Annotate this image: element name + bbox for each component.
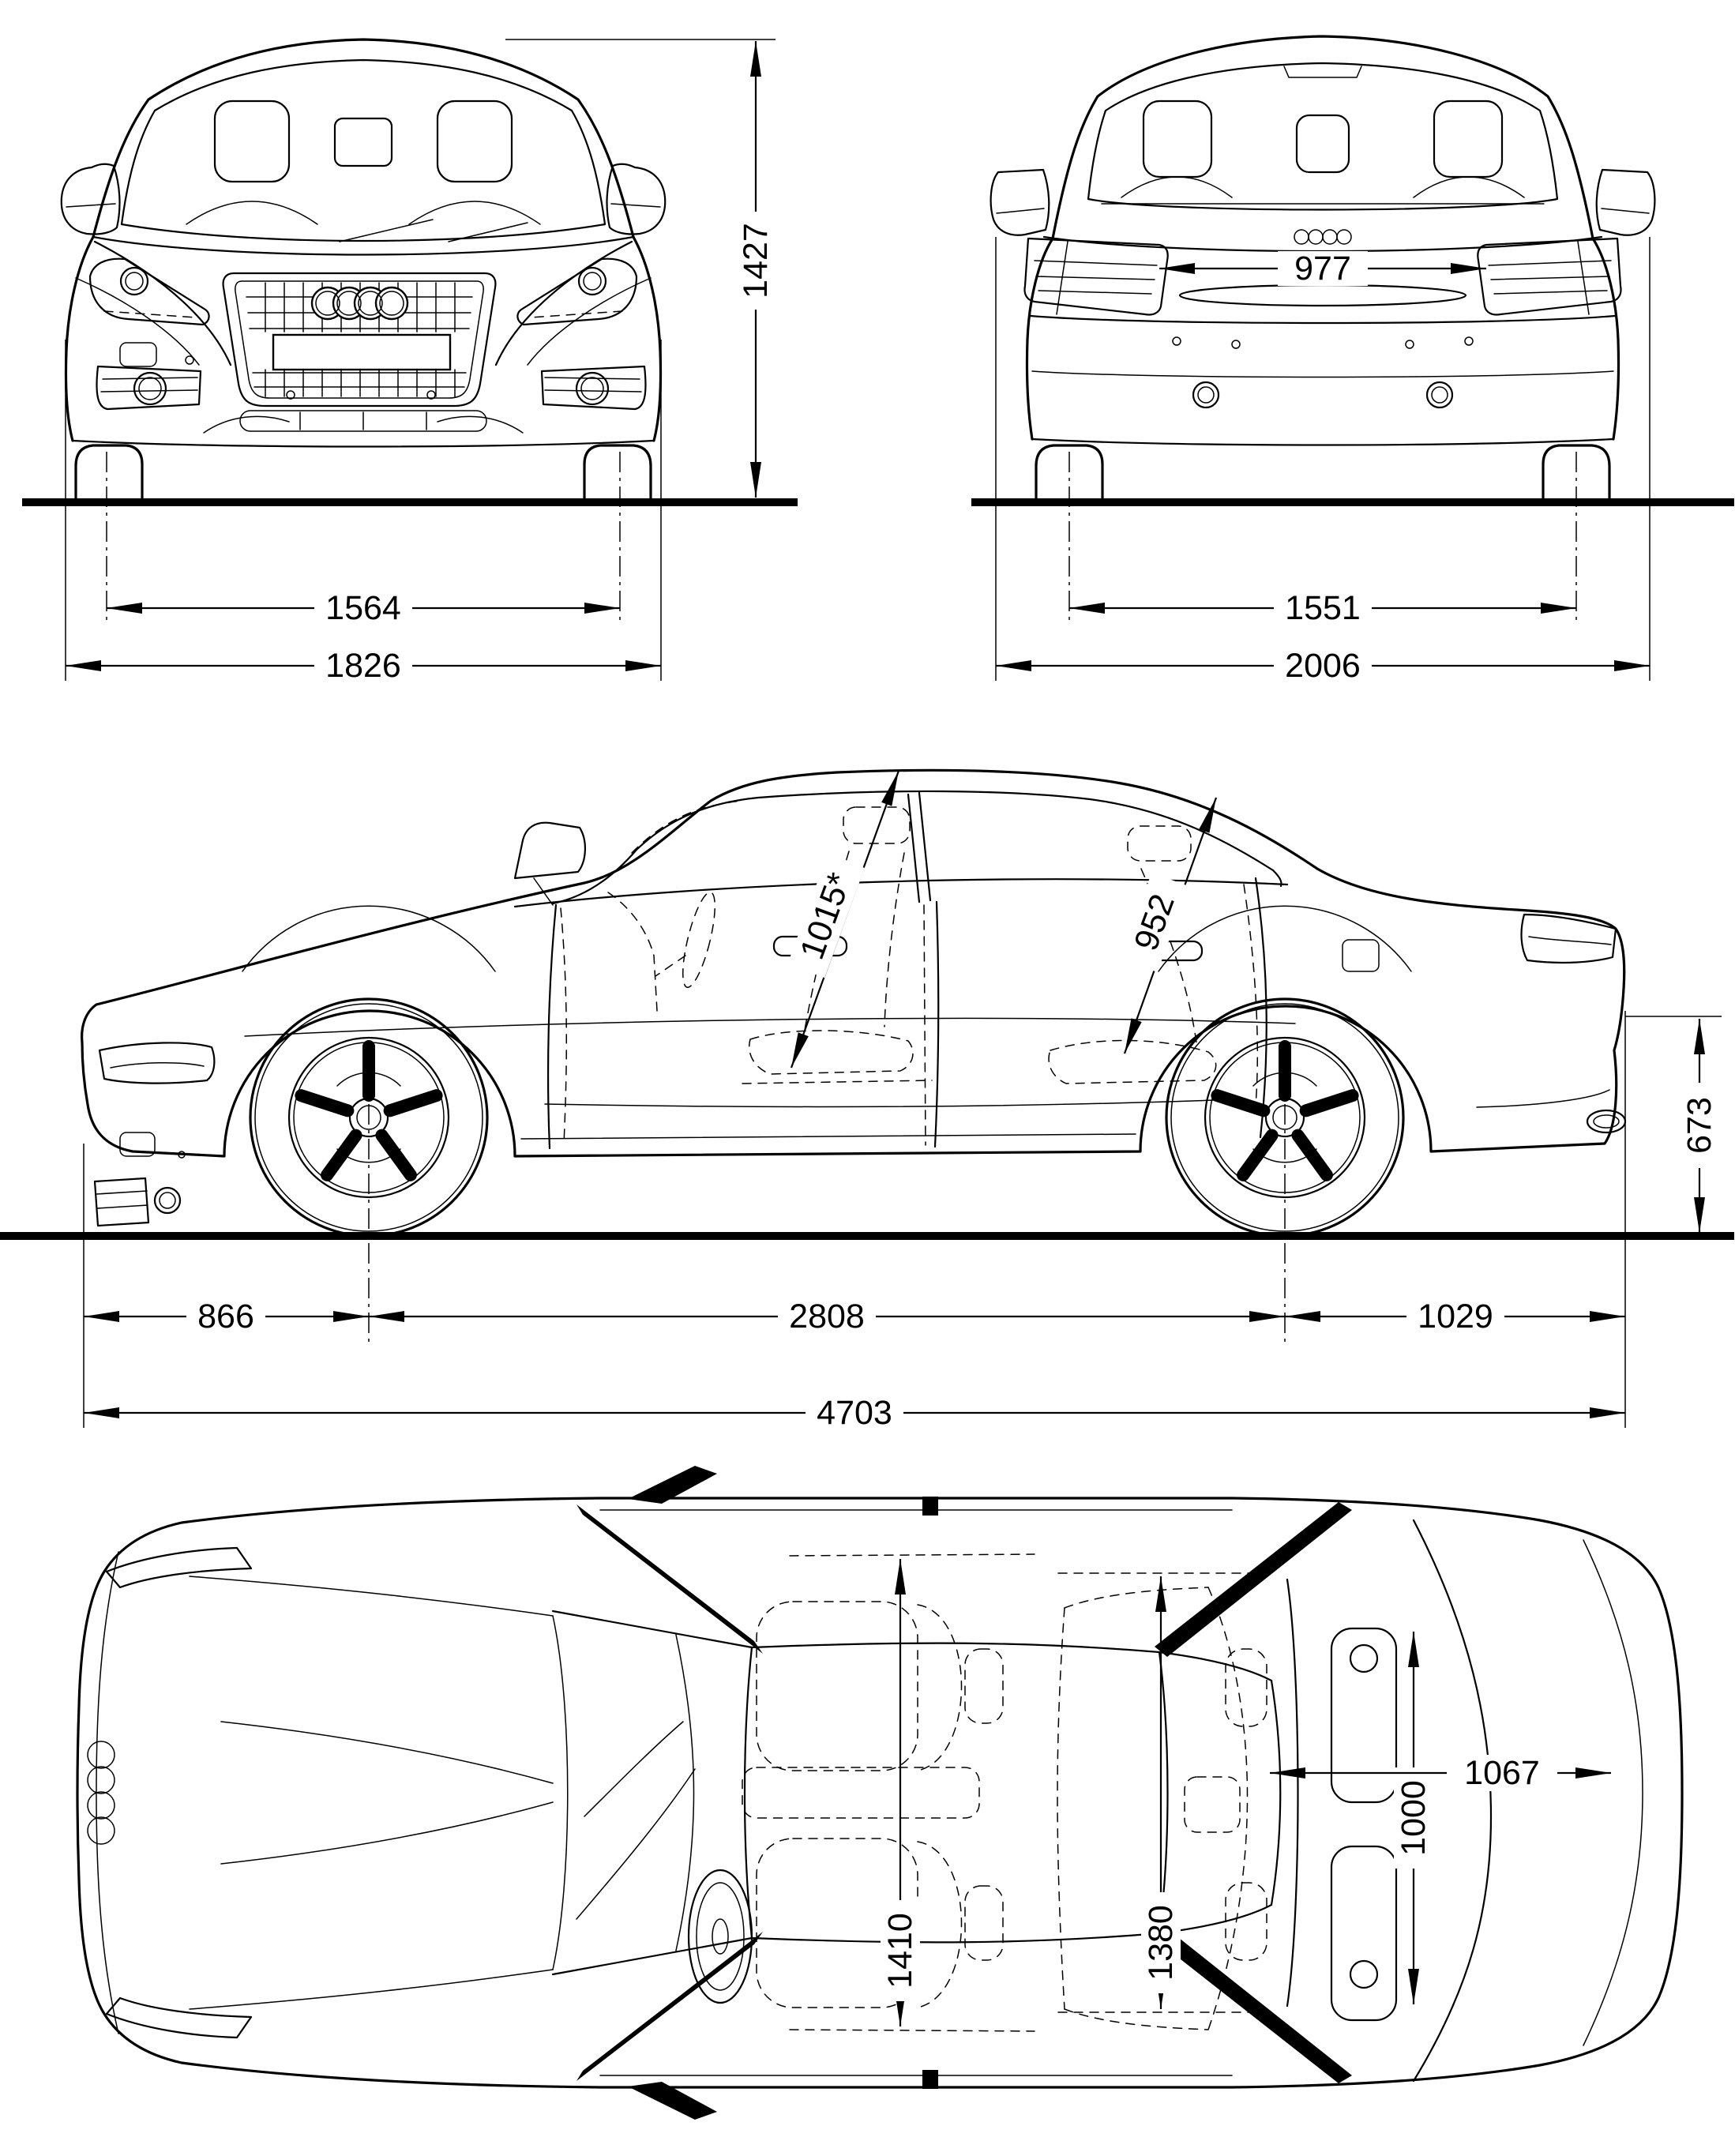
rearview-mirror — [335, 118, 392, 166]
rear-arch-line — [1159, 906, 1411, 971]
front-width-dim-label: 1826 — [325, 647, 401, 685]
rear-overhang-dim-label: 1029 — [1418, 1298, 1493, 1335]
audi-rings-front — [312, 287, 407, 319]
boot-inner-width-dimension — [1394, 1632, 1433, 2004]
b-pillar-bottom — [922, 2070, 938, 2089]
front-car-body — [62, 39, 665, 502]
front-overhang-dim-label: 866 — [197, 1298, 254, 1335]
rear-view — [971, 36, 1734, 685]
front-height-dimension — [505, 39, 775, 498]
audi-rings-rear — [1294, 230, 1351, 244]
trunk-panel-bottom — [1331, 1846, 1396, 2020]
front-arch-line — [242, 906, 495, 971]
rear-mirror-right — [1597, 170, 1655, 235]
side-mirror — [515, 823, 585, 878]
boot-width-dimension — [1159, 250, 1486, 287]
rear-headroom-dimension — [1121, 798, 1216, 1054]
front-tire-right — [584, 445, 651, 502]
rear-headrest-left — [1144, 101, 1211, 177]
rear-track-dimension — [1069, 452, 1576, 627]
headlight-left — [90, 259, 209, 325]
front-interior-width-dim-label: 1410 — [881, 1913, 919, 1989]
rear-mirror-left — [991, 170, 1050, 235]
c-pillar-bottom — [1155, 1929, 1352, 2083]
c-pillar-top — [1155, 1502, 1352, 1657]
boot-opening-width-dim-label: 1067 — [1464, 1754, 1540, 1792]
exhaust-left — [1193, 382, 1219, 408]
wheelbase-dim-label: 2808 — [789, 1298, 865, 1335]
rear-overhang-dimension — [1285, 1298, 1625, 1335]
front-height-dim-label: 1427 — [737, 223, 775, 299]
top-view — [77, 1466, 1682, 2120]
front-view — [22, 39, 798, 685]
front-headrest-left — [215, 101, 289, 182]
front-headroom-dim-label: 1015* — [793, 867, 859, 965]
overall-length-dim-label: 4703 — [817, 1394, 892, 1432]
front-tire-left — [76, 445, 142, 502]
front-license-plate — [273, 335, 450, 370]
front-headroom-dimension — [787, 771, 899, 1068]
front-overhang-dimension — [84, 1298, 369, 1335]
wheelbase-dimension — [369, 1298, 1285, 1335]
front-track-dim-label: 1564 — [325, 589, 401, 627]
rear-headroom-dim-label: 952 — [1127, 889, 1182, 956]
wipers — [576, 1722, 695, 1919]
a-pillar-top — [576, 1504, 763, 1654]
top-steering-wheel — [689, 1870, 752, 2003]
rear-headrest-center — [1297, 115, 1349, 172]
b-pillar-top — [922, 1497, 938, 1516]
boot-opening-width-dimension — [1270, 1754, 1611, 1792]
side-car-body — [82, 770, 1625, 1236]
front-track-dimension — [107, 452, 620, 627]
exhaust-right — [1427, 382, 1452, 408]
side-exhaust — [1587, 1110, 1625, 1132]
audi-rings-top — [88, 1741, 115, 1844]
headlight-right — [517, 259, 637, 325]
rear-deck-height-dimension — [1625, 1016, 1722, 1233]
boot-width-dim-label: 977 — [1294, 250, 1351, 287]
top-headlight-left — [107, 1548, 251, 1587]
rear-headrest-right — [1434, 101, 1502, 177]
rear-interior-width-dim-label: 1380 — [1142, 1905, 1180, 1981]
boot-inner-width-dim-label: 1000 — [1395, 1780, 1433, 1856]
top-headlight-right — [107, 1998, 251, 2038]
overall-length-dimension — [84, 1394, 1625, 1432]
fuel-door — [1343, 940, 1379, 971]
side-fog-light — [155, 1188, 180, 1213]
a-pillar-bottom — [576, 1932, 763, 2081]
license-plate-recess — [1180, 285, 1466, 306]
top-car-body — [77, 1466, 1682, 2120]
side-view — [0, 770, 1734, 1432]
trunk-panel-top — [1331, 1628, 1396, 1802]
front-headrest-right — [438, 101, 512, 182]
rear-track-dim-label: 1551 — [1285, 589, 1361, 627]
single-frame-grille — [223, 273, 496, 406]
rear-width-dim-label: 2006 — [1285, 647, 1361, 685]
front-interior-width-dimension — [881, 1559, 920, 2026]
rear-deck-height-dim-label: 673 — [1681, 1097, 1718, 1154]
